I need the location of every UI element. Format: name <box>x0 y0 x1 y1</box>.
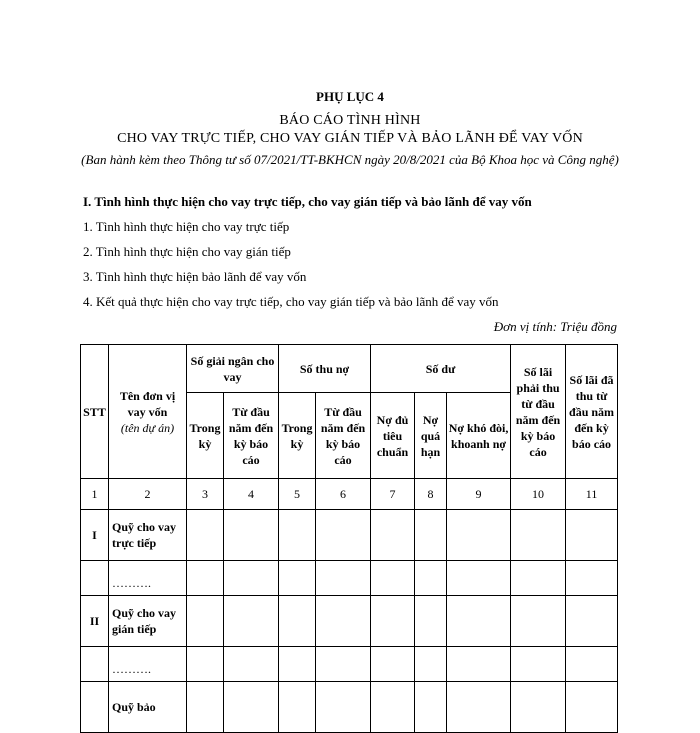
row-name: Quỹ cho vay gián tiếp <box>109 596 187 647</box>
row-stt <box>81 682 109 733</box>
header-recovered-in-period: Trong kỳ <box>279 393 316 479</box>
empty-cell <box>224 682 279 733</box>
empty-cell <box>316 561 371 596</box>
header-disbursed: Số giải ngân cho vay <box>187 345 279 393</box>
unit-label: Đơn vị tính: Triệu đồng <box>493 319 617 334</box>
row-stt: I <box>81 510 109 561</box>
header-unit-name <box>109 345 187 479</box>
header-interest-collected: Số lãi đã thu từ đầu năm đến kỳ báo cáo <box>566 345 618 479</box>
header-balance: Số dư <box>371 345 511 393</box>
empty-cell <box>316 596 371 647</box>
table-row <box>81 561 618 596</box>
section-item-3: 3. Tình hình thực hiện bảo lãnh để vay vốn <box>83 269 307 284</box>
empty-cell <box>511 647 566 682</box>
empty-cell <box>447 561 511 596</box>
empty-cell <box>187 596 224 647</box>
header-row-1 <box>81 345 618 393</box>
column-number: 5 <box>279 479 316 510</box>
empty-cell <box>447 596 511 647</box>
empty-cell <box>224 561 279 596</box>
empty-cell <box>224 596 279 647</box>
empty-cell <box>316 647 371 682</box>
empty-cell <box>566 510 618 561</box>
column-number: 11 <box>566 479 618 510</box>
empty-cell <box>371 510 415 561</box>
row-stt <box>81 647 109 682</box>
empty-cell <box>566 682 618 733</box>
header-bad-debt: Nợ khó đòi, khoanh nợ <box>447 393 511 479</box>
column-number: 6 <box>316 479 371 510</box>
issuance-note: (Ban hành kèm theo Thông tư số 07/2021/TT-BKHCN ngày 20/8/2021 của Bộ Khoa học và Công nghệ) <box>81 152 619 167</box>
header-interest-due: Số lãi phải thu từ đầu năm đến kỳ báo cáo <box>511 345 566 479</box>
empty-cell <box>279 647 316 682</box>
section-item-2: 2. Tình hình thực hiện cho vay gián tiếp <box>83 244 291 259</box>
column-number: 9 <box>447 479 511 510</box>
empty-cell <box>371 682 415 733</box>
column-number: 4 <box>224 479 279 510</box>
empty-cell <box>371 647 415 682</box>
empty-cell <box>566 561 618 596</box>
empty-cell <box>187 510 224 561</box>
table-row <box>81 596 618 647</box>
empty-cell <box>316 510 371 561</box>
empty-cell <box>415 596 447 647</box>
table-row <box>81 647 618 682</box>
empty-cell <box>415 647 447 682</box>
empty-cell <box>187 647 224 682</box>
empty-cell <box>511 561 566 596</box>
header-unit-name-label: Tên đơn vị vay vốn <box>119 388 176 419</box>
table-row <box>81 682 618 733</box>
row-stt <box>81 561 109 596</box>
header-disbursed-in-period: Trong kỳ <box>187 393 224 479</box>
row-stt: II <box>81 596 109 647</box>
empty-cell <box>279 682 316 733</box>
empty-cell <box>447 682 511 733</box>
empty-cell <box>566 647 618 682</box>
report-title-line2: CHO VAY TRỰC TIẾP, CHO VAY GIÁN TIẾP VÀ BẢO LÃNH ĐỂ VAY VỐN <box>117 131 583 146</box>
header-stt: STT <box>81 345 109 479</box>
header-recovered-ytd: Từ đầu năm đến kỳ báo cáo <box>316 393 371 479</box>
empty-cell <box>415 682 447 733</box>
column-number: 3 <box>187 479 224 510</box>
empty-cell <box>566 596 618 647</box>
empty-cell <box>279 596 316 647</box>
header-unit-name-sub: (tên dự án) <box>120 420 175 435</box>
table-row <box>81 510 618 561</box>
column-number: 8 <box>415 479 447 510</box>
column-number-row <box>81 479 618 510</box>
empty-cell <box>224 647 279 682</box>
empty-cell <box>415 510 447 561</box>
empty-cell <box>511 682 566 733</box>
header-standard-debt: Nợ đủ tiêu chuẩn <box>371 393 415 479</box>
empty-cell <box>511 510 566 561</box>
section-heading: I. Tình hình thực hiện cho vay trực tiếp, cho vay gián tiếp và bảo lãnh để vay vốn <box>83 194 532 209</box>
empty-cell <box>224 510 279 561</box>
section-item-1: 1. Tình hình thực hiện cho vay trực tiếp <box>83 219 290 234</box>
empty-cell <box>511 596 566 647</box>
row-name: ………. <box>109 647 187 682</box>
section-item-4: 4. Kết quả thực hiện cho vay trực tiếp, cho vay gián tiếp và bảo lãnh để vay vốn <box>83 294 499 309</box>
empty-cell <box>371 596 415 647</box>
report-title-line1: BÁO CÁO TÌNH HÌNH <box>279 113 421 128</box>
empty-cell <box>279 561 316 596</box>
empty-cell <box>316 682 371 733</box>
header-recovered: Số thu nợ <box>279 345 371 393</box>
empty-cell <box>279 510 316 561</box>
empty-cell <box>415 561 447 596</box>
column-number: 10 <box>511 479 566 510</box>
column-number: 2 <box>109 479 187 510</box>
row-name: Quỹ cho vay trực tiếp <box>109 510 187 561</box>
appendix-title: PHỤ LỤC 4 <box>316 89 384 104</box>
empty-cell <box>447 647 511 682</box>
row-name: ………. <box>109 561 187 596</box>
report-table <box>80 344 618 733</box>
header-overdue-debt: Nợ quá hạn <box>415 393 447 479</box>
column-number: 7 <box>371 479 415 510</box>
row-name: Quỹ bảo <box>109 682 187 733</box>
header-disbursed-ytd: Từ đầu năm đến kỳ báo cáo <box>224 393 279 479</box>
empty-cell <box>187 682 224 733</box>
empty-cell <box>447 510 511 561</box>
column-number: 1 <box>81 479 109 510</box>
empty-cell <box>187 561 224 596</box>
empty-cell <box>371 561 415 596</box>
report-title <box>0 112 700 148</box>
